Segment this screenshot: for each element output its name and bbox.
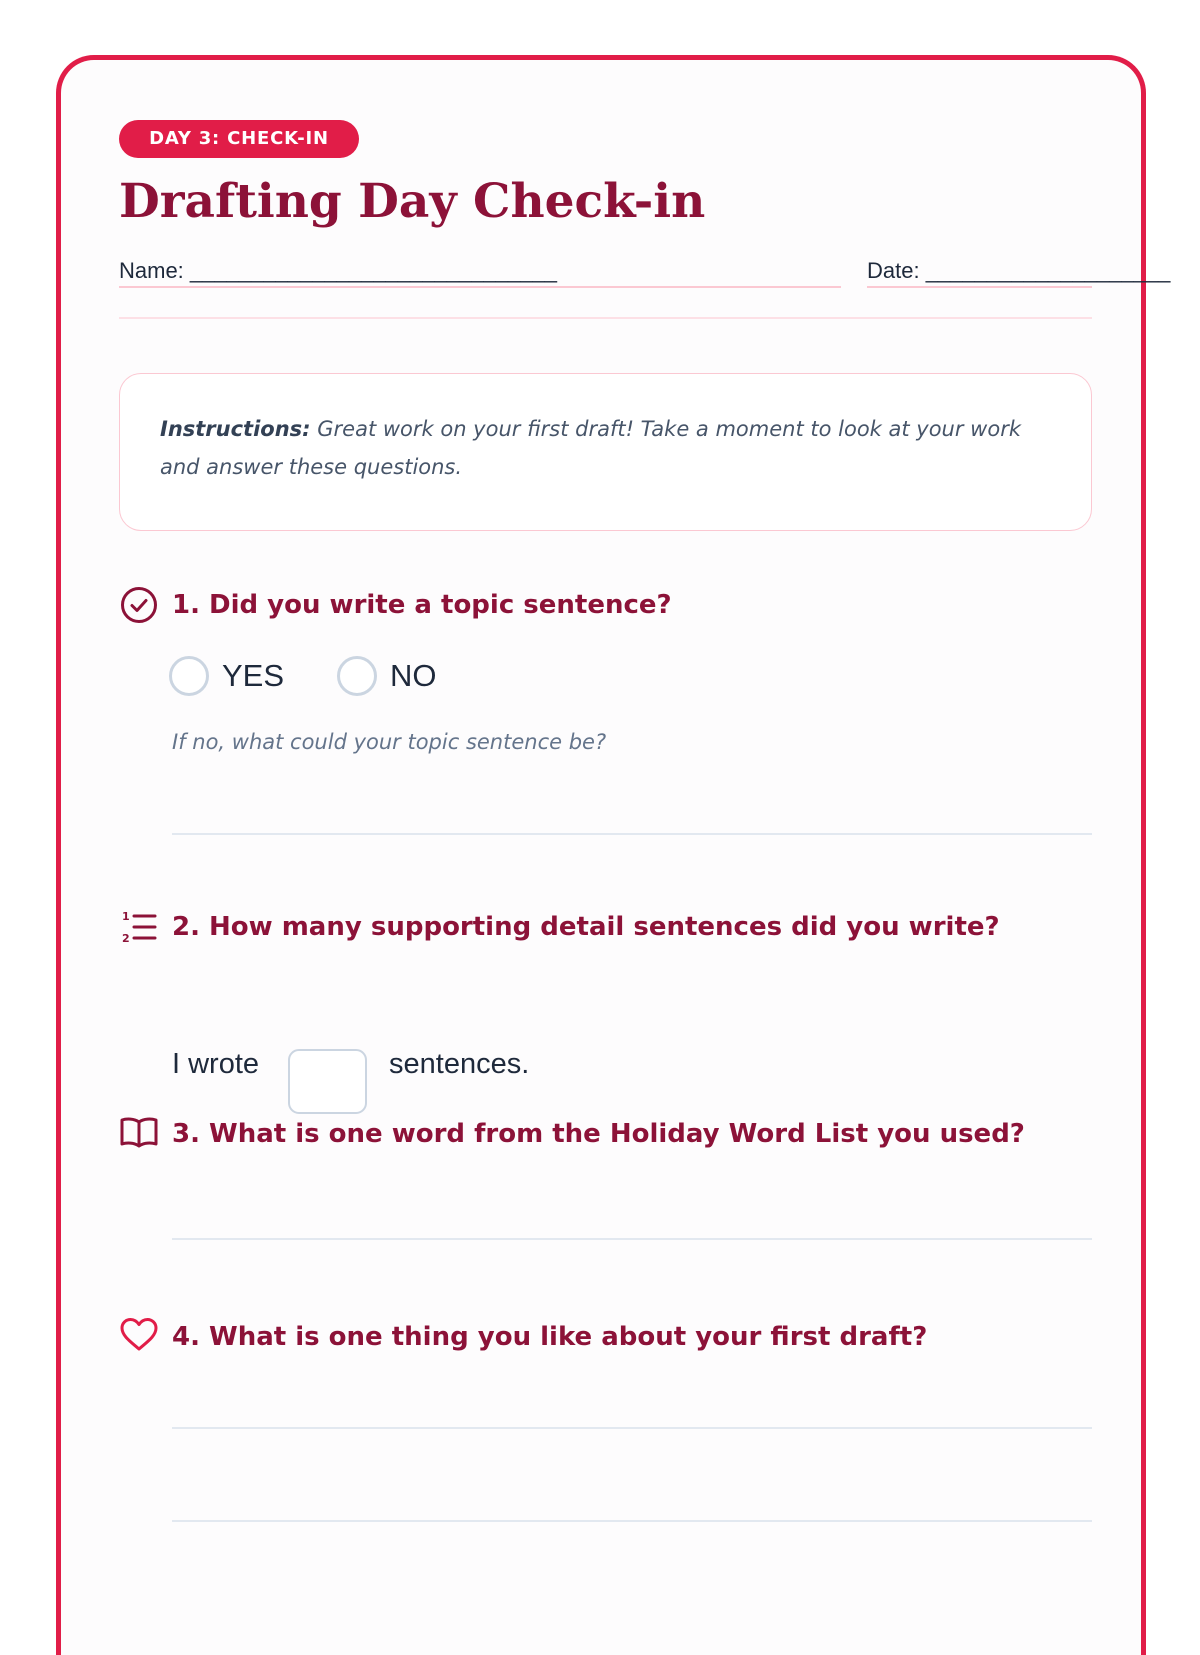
sentence-count-input[interactable] xyxy=(288,1049,367,1114)
question-4-answer-line-2[interactable] xyxy=(172,1520,1092,1522)
question-4-title: 4. What is one thing you like about your first draft? xyxy=(172,1322,928,1352)
page-title: Drafting Day Check-in xyxy=(119,174,706,229)
instructions-text: Great work on your first draft! Take a moment to look at your work and answer these questions. xyxy=(160,417,1021,479)
question-1-title: 1. Did you write a topic sentence? xyxy=(172,590,672,620)
name-field[interactable]: Name: ______________________________ xyxy=(119,258,841,288)
svg-text:2: 2 xyxy=(122,932,130,945)
question-2-suffix: sentences. xyxy=(389,1048,530,1080)
no-label: NO xyxy=(390,658,437,693)
date-field[interactable]: Date: ____________________ xyxy=(867,258,1092,288)
check-circle-icon xyxy=(119,585,159,625)
numbered-list-icon xyxy=(119,907,159,947)
question-2-prefix: I wrote xyxy=(172,1048,260,1080)
no-radio[interactable] xyxy=(337,656,377,696)
question-1-answer-line[interactable] xyxy=(172,833,1092,835)
question-3-title: 3. What is one word from the Holiday Word List you used? xyxy=(172,1119,1025,1149)
question-2-title: 2. How many supporting detail sentences did you write? xyxy=(172,912,1000,942)
instructions-label: Instructions: xyxy=(160,417,311,441)
open-book-icon xyxy=(119,1112,159,1152)
instructions-box xyxy=(119,373,1092,531)
heart-icon xyxy=(119,1315,159,1355)
yes-radio[interactable] xyxy=(169,656,209,696)
question-4-answer-line-1[interactable] xyxy=(172,1427,1092,1429)
worksheet-card xyxy=(56,55,1171,1655)
svg-text:1: 1 xyxy=(122,910,130,923)
question-1-hint: If no, what could your topic sentence be? xyxy=(172,730,607,754)
header-divider xyxy=(119,317,1092,319)
yes-label: YES xyxy=(222,658,285,693)
question-3-answer-line[interactable] xyxy=(172,1238,1092,1240)
day-badge: DAY 3: CHECK-IN xyxy=(119,120,359,158)
